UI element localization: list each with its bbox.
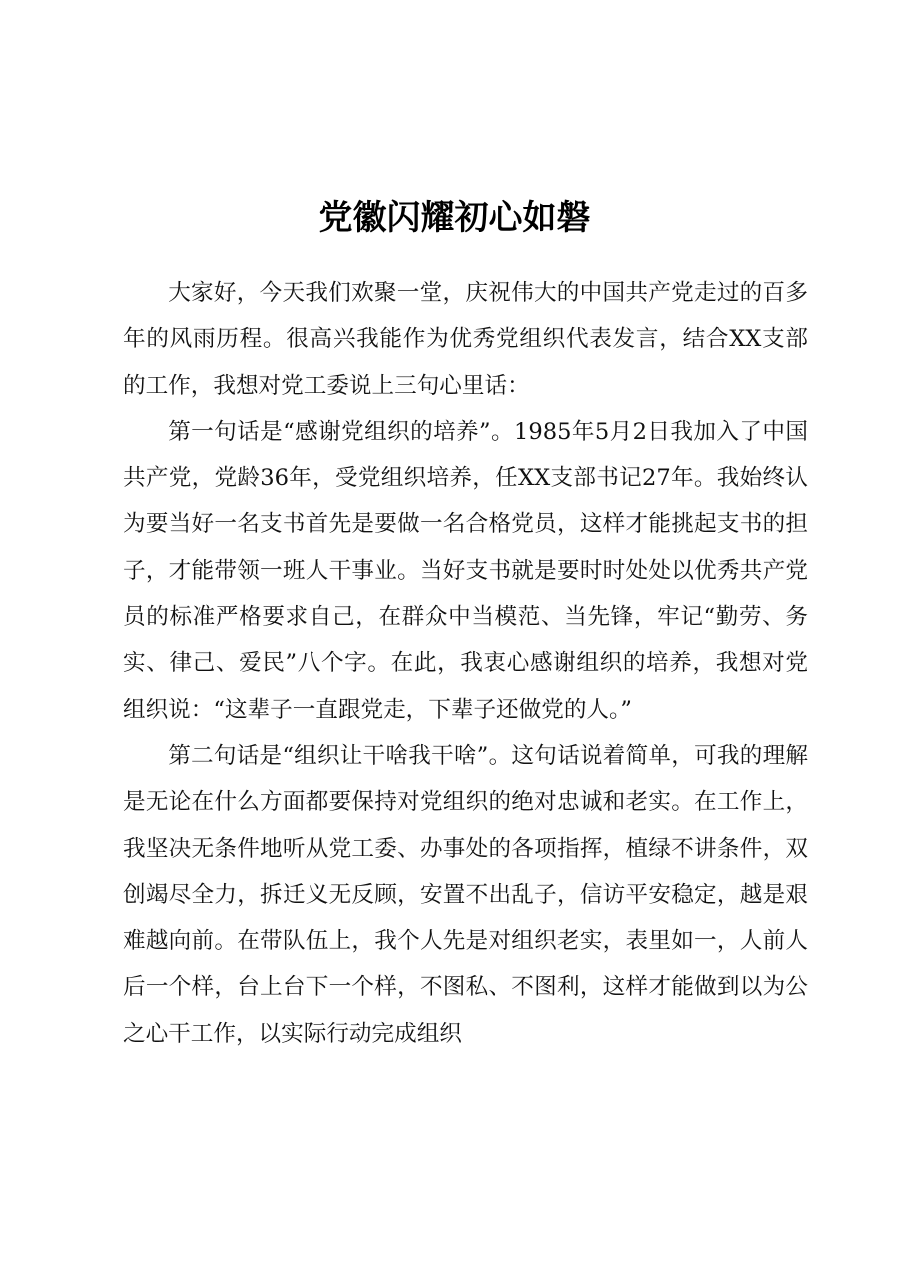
- paragraph-second-remark: 第二句话是“组织让干啥我干啥”。这句话说着简单，可我的理解是无论在什么方面都要保持对党组织的绝对忠诚和老实。在工作上，我坚决无条件地听从党工委、办事处的各项指挥，植绿不讲条件，双创竭尽全力，拆迁义无反顾，安置不出乱子，信访平安稳定，越是艰难越向前。在带队伍上，我个人先是对组织老实，表里如一，人前人后一个样，台上台下一个样，不图私、不图利，这样才能做到以为公之心干工作，以实际行动完成组织: [123, 742, 808, 1047]
- document-title: 党徽闪耀初心如磐: [318, 198, 591, 238]
- document-body: [123, 270, 808, 1057]
- paragraph-greeting: 大家好，今天我们欢聚一堂，庆祝伟大的中国共产党走过的百多年的风雨历程。很高兴我能作为优秀党组织代表发言，结合XX支部的工作，我想对党工委说上三句心里话：: [123, 280, 808, 399]
- paragraph-first-remark: 第一句话是“感谢党组织的培养”。1985年5月2日我加入了中国共产党，党龄36年，受党组织培养，任XX支部书记27年。我始终认为要当好一名支书首先是要做一名合格党员，这样才能挑起支书的担子，才能带领一班人干事业。当好支书就是要时时处处以优秀共产党员的标准严格要求自己，在群众中当模范、当先锋，牢记“勤劳、务实、律己、爱民”八个字。在此，我衷心感谢组织的培养，我想对党组织说：“这辈子一直跟党走，下辈子还做党的人。”: [123, 418, 808, 723]
